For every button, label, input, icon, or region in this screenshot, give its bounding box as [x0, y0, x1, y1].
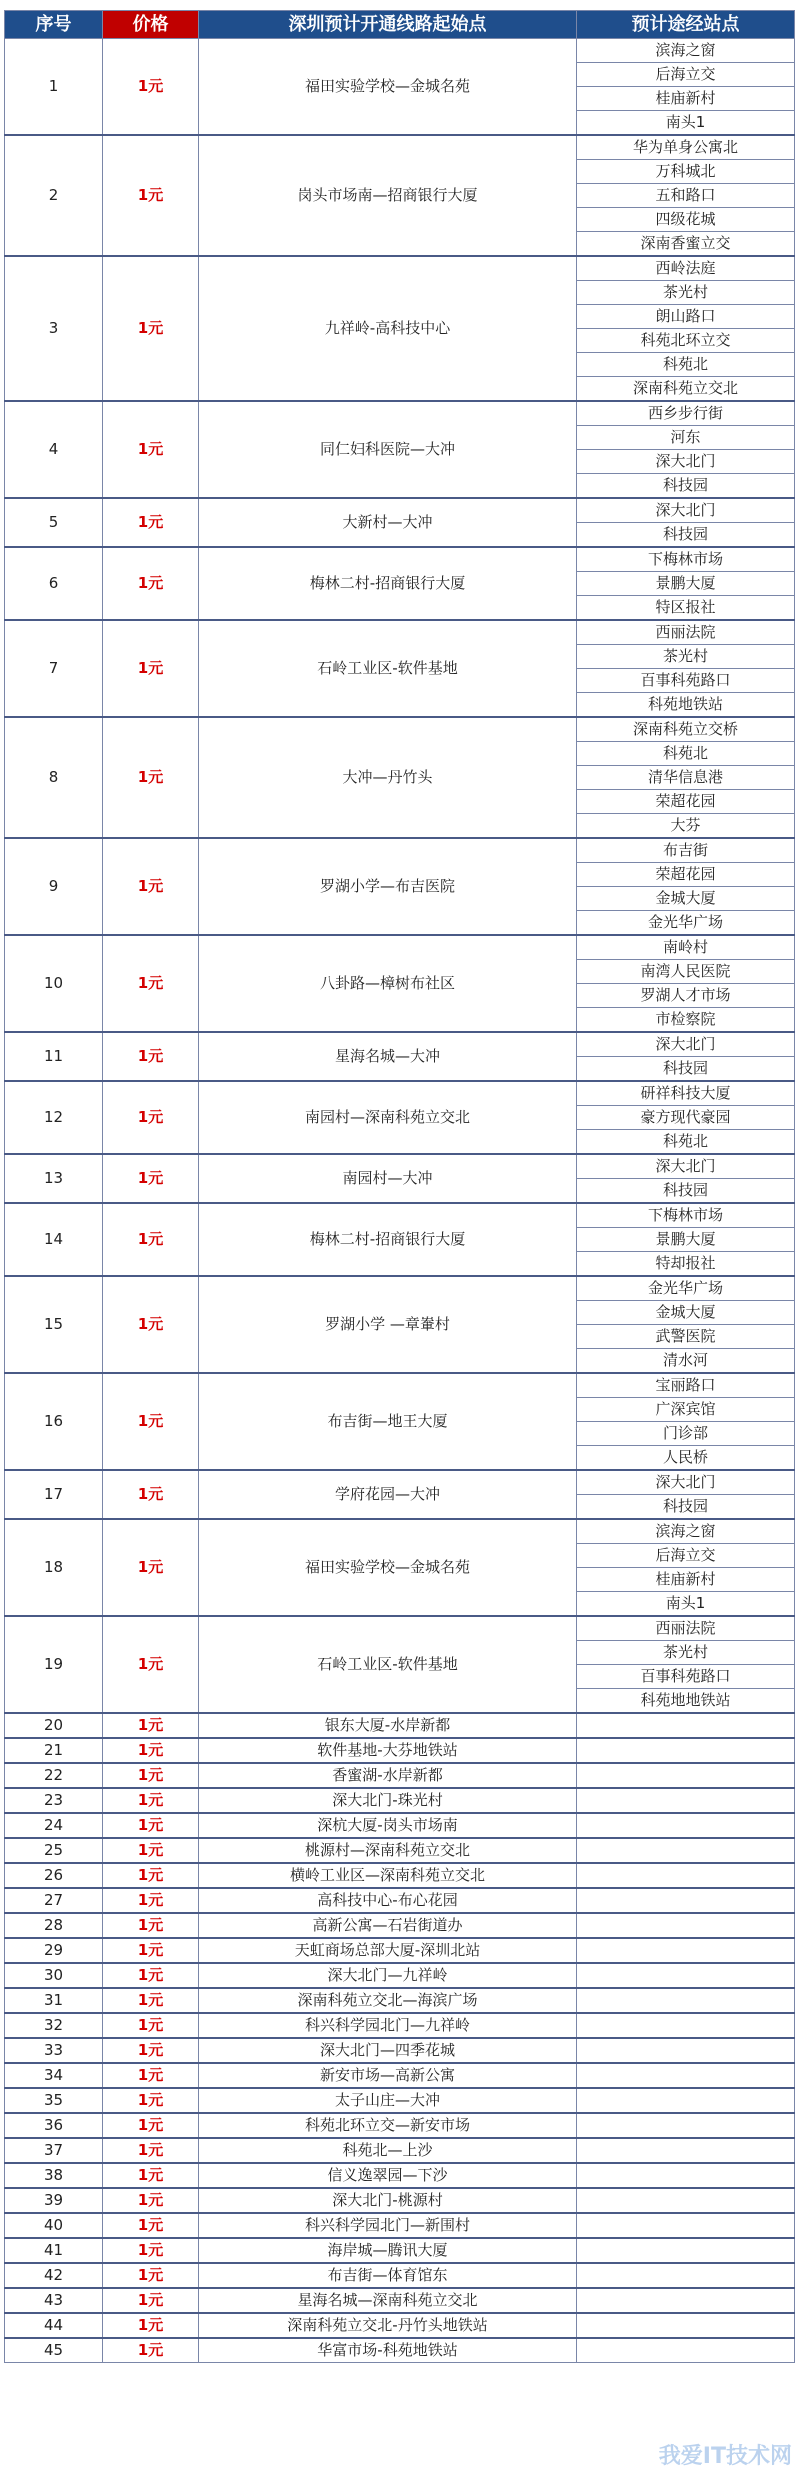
- route-endpoints: 石岭工业区-软件基地: [199, 620, 577, 717]
- route-price: 1元: [103, 39, 199, 136]
- route-endpoints: 科苑北—上沙: [199, 2138, 577, 2163]
- route-endpoints: 新安市场—高新公寓: [199, 2063, 577, 2088]
- route-number: 1: [5, 39, 103, 136]
- route-endpoints: 天虹商场总部大厦-深圳北站: [199, 1938, 577, 1963]
- route-price: 1元: [103, 2263, 199, 2288]
- route-stop: 科技园: [577, 1495, 795, 1520]
- route-endpoints: 石岭工业区-软件基地: [199, 1616, 577, 1713]
- table-row: [5, 1154, 795, 1179]
- route-price: 1元: [103, 135, 199, 256]
- route-stop: 桂庙新村: [577, 1568, 795, 1592]
- route-number: 13: [5, 1154, 103, 1203]
- route-stop: [577, 1788, 795, 1813]
- table-row: [5, 2013, 795, 2038]
- route-price: 1元: [103, 1888, 199, 1913]
- table-row: [5, 2288, 795, 2313]
- route-stop: 科苑北: [577, 742, 795, 766]
- route-price: 1元: [103, 2063, 199, 2088]
- route-stop: 科技园: [577, 1179, 795, 1204]
- route-number: 34: [5, 2063, 103, 2088]
- route-stop: 万科城北: [577, 160, 795, 184]
- route-number: 6: [5, 547, 103, 620]
- table-row: [5, 2163, 795, 2188]
- table-row: [5, 2313, 795, 2338]
- table-row: [5, 838, 795, 863]
- route-price: 1元: [103, 1081, 199, 1154]
- route-endpoints: 银东大厦-水岸新都: [199, 1713, 577, 1738]
- route-endpoints: 科兴科学园北门—九祥岭: [199, 2013, 577, 2038]
- route-stop: 科技园: [577, 1057, 795, 1082]
- route-stop: 科技园: [577, 523, 795, 548]
- route-number: 21: [5, 1738, 103, 1763]
- table-row: [5, 135, 795, 160]
- route-stop: 深大北门: [577, 498, 795, 523]
- route-price: 1元: [103, 1863, 199, 1888]
- table-row: [5, 2238, 795, 2263]
- route-stop: [577, 2213, 795, 2238]
- route-endpoints: 八卦路—樟树布社区: [199, 935, 577, 1032]
- route-endpoints: 南园村—大冲: [199, 1154, 577, 1203]
- route-stop: 茶光村: [577, 281, 795, 305]
- bus-route-table: [4, 10, 795, 2363]
- table-row: [5, 2088, 795, 2113]
- table-row: [5, 2188, 795, 2213]
- route-price: 1元: [103, 838, 199, 935]
- route-endpoints: 深杭大厦-岗头市场南: [199, 1813, 577, 1838]
- route-endpoints: 科兴科学园北门—新围村: [199, 2213, 577, 2238]
- table-row: [5, 1519, 795, 1544]
- route-number: 5: [5, 498, 103, 547]
- route-number: 12: [5, 1081, 103, 1154]
- route-stop: [577, 2113, 795, 2138]
- route-number: 15: [5, 1276, 103, 1373]
- route-stop: 滨海之窗: [577, 1519, 795, 1544]
- route-endpoints: 星海名城—深南科苑立交北: [199, 2288, 577, 2313]
- route-stop: [577, 1813, 795, 1838]
- route-stop: 景鹏大厦: [577, 1228, 795, 1252]
- route-price: 1元: [103, 2013, 199, 2038]
- route-stop: 南岭村: [577, 935, 795, 960]
- route-stop: 特区报社: [577, 596, 795, 621]
- route-price: 1元: [103, 1519, 199, 1616]
- table-row: [5, 1203, 795, 1228]
- route-price: 1元: [103, 2188, 199, 2213]
- route-endpoints: 科苑北环立交—新安市场: [199, 2113, 577, 2138]
- route-number: 17: [5, 1470, 103, 1519]
- route-stop: [577, 1763, 795, 1788]
- route-stop: 门诊部: [577, 1422, 795, 1446]
- route-stop: 茶光村: [577, 1641, 795, 1665]
- route-number: 23: [5, 1788, 103, 1813]
- table-row: [5, 1988, 795, 2013]
- route-price: 1元: [103, 1616, 199, 1713]
- table-row: [5, 1032, 795, 1057]
- route-endpoints: 信义逸翠园—下沙: [199, 2163, 577, 2188]
- route-number: 41: [5, 2238, 103, 2263]
- route-stop: 金光华广场: [577, 911, 795, 936]
- route-stop: 南头1: [577, 111, 795, 136]
- route-price: 1元: [103, 2113, 199, 2138]
- route-stop: [577, 1738, 795, 1763]
- route-stop: 科苑北环立交: [577, 329, 795, 353]
- route-endpoints: 大冲—丹竹头: [199, 717, 577, 838]
- table-row: [5, 1813, 795, 1838]
- table-row: [5, 401, 795, 426]
- route-endpoints: 软件基地-大芬地铁站: [199, 1738, 577, 1763]
- route-endpoints: 桃源村—深南科苑立交北: [199, 1838, 577, 1863]
- route-endpoints: 梅林二村-招商银行大厦: [199, 547, 577, 620]
- table-row: [5, 1838, 795, 1863]
- route-stop: [577, 2313, 795, 2338]
- route-stop: 深南科苑立交北: [577, 377, 795, 402]
- route-stop: 罗湖人才市场: [577, 984, 795, 1008]
- route-price: 1元: [103, 2238, 199, 2263]
- table-row: [5, 1863, 795, 1888]
- route-stop: 西丽法院: [577, 1616, 795, 1641]
- route-endpoints: 岗头市场南—招商银行大厦: [199, 135, 577, 256]
- route-number: 35: [5, 2088, 103, 2113]
- route-stop: [577, 2088, 795, 2113]
- route-stop: 后海立交: [577, 1544, 795, 1568]
- route-price: 1元: [103, 2288, 199, 2313]
- route-endpoints: 深大北门-珠光村: [199, 1788, 577, 1813]
- route-price: 1元: [103, 1963, 199, 1988]
- route-price: 1元: [103, 2163, 199, 2188]
- route-number: 38: [5, 2163, 103, 2188]
- route-stop: [577, 2138, 795, 2163]
- table-row: [5, 2213, 795, 2238]
- table-row: [5, 1788, 795, 1813]
- route-stop: 荣超花园: [577, 790, 795, 814]
- route-price: 1元: [103, 1913, 199, 1938]
- route-endpoints: 深大北门—四季花城: [199, 2038, 577, 2063]
- route-endpoints: 高新公寓—石岩街道办: [199, 1913, 577, 1938]
- route-number: 26: [5, 1863, 103, 1888]
- route-endpoints: 深大北门-桃源村: [199, 2188, 577, 2213]
- route-stop: [577, 2038, 795, 2063]
- route-price: 1元: [103, 1470, 199, 1519]
- route-stop: 深大北门: [577, 1032, 795, 1057]
- route-endpoints: 福田实验学校—金城名苑: [199, 1519, 577, 1616]
- header-price: 价格: [103, 11, 199, 39]
- route-stop: 桂庙新村: [577, 87, 795, 111]
- route-number: 20: [5, 1713, 103, 1738]
- route-endpoints: 大新村—大冲: [199, 498, 577, 547]
- route-stop: [577, 1888, 795, 1913]
- route-price: 1元: [103, 547, 199, 620]
- route-number: 24: [5, 1813, 103, 1838]
- route-stop: [577, 2013, 795, 2038]
- route-number: 42: [5, 2263, 103, 2288]
- route-endpoints: 罗湖小学—布吉医院: [199, 838, 577, 935]
- route-stop: [577, 1938, 795, 1963]
- route-stop: [577, 1963, 795, 1988]
- route-price: 1元: [103, 2313, 199, 2338]
- route-stop: 金城大厦: [577, 887, 795, 911]
- route-stop: 大芬: [577, 814, 795, 839]
- route-endpoints: 星海名城—大冲: [199, 1032, 577, 1081]
- route-number: 29: [5, 1938, 103, 1963]
- route-stop: [577, 1863, 795, 1888]
- route-stop: 后海立交: [577, 63, 795, 87]
- table-row: [5, 1276, 795, 1301]
- route-price: 1元: [103, 935, 199, 1032]
- route-stop: 景鹏大厦: [577, 572, 795, 596]
- route-stop: 西乡步行街: [577, 401, 795, 426]
- route-price: 1元: [103, 498, 199, 547]
- route-price: 1元: [103, 1032, 199, 1081]
- route-stop: 清水河: [577, 1349, 795, 1374]
- route-number: 2: [5, 135, 103, 256]
- table-row: [5, 1373, 795, 1398]
- route-number: 31: [5, 1988, 103, 2013]
- route-stop: 南头1: [577, 1592, 795, 1617]
- route-stop: 朗山路口: [577, 305, 795, 329]
- route-endpoints: 深南科苑立交北-丹竹头地铁站: [199, 2313, 577, 2338]
- route-stop: 茶光村: [577, 645, 795, 669]
- route-endpoints: 高科技中心-布心花园: [199, 1888, 577, 1913]
- route-stop: [577, 1988, 795, 2013]
- table-row: [5, 2038, 795, 2063]
- table-row: [5, 620, 795, 645]
- route-price: 1元: [103, 620, 199, 717]
- route-stop: [577, 2263, 795, 2288]
- route-stop: 五和路口: [577, 184, 795, 208]
- route-number: 43: [5, 2288, 103, 2313]
- route-stop: 科苑北: [577, 353, 795, 377]
- route-number: 9: [5, 838, 103, 935]
- route-stop: 特却报社: [577, 1252, 795, 1277]
- route-stop: 滨海之窗: [577, 39, 795, 63]
- table-row: [5, 39, 795, 63]
- route-price: 1元: [103, 2138, 199, 2163]
- route-number: 30: [5, 1963, 103, 1988]
- route-stop: 科苑地地铁站: [577, 1689, 795, 1714]
- route-stop: [577, 2163, 795, 2188]
- route-stop: 金光华广场: [577, 1276, 795, 1301]
- route-price: 1元: [103, 717, 199, 838]
- route-stop: 科技园: [577, 474, 795, 499]
- route-stop: 人民桥: [577, 1446, 795, 1471]
- route-number: 11: [5, 1032, 103, 1081]
- route-price: 1元: [103, 1813, 199, 1838]
- route-price: 1元: [103, 1738, 199, 1763]
- route-stop: [577, 1913, 795, 1938]
- route-stop: 荣超花园: [577, 863, 795, 887]
- route-endpoints: 太子山庄—大冲: [199, 2088, 577, 2113]
- route-endpoints: 罗湖小学 —章輋村: [199, 1276, 577, 1373]
- route-stop: [577, 2063, 795, 2088]
- route-number: 22: [5, 1763, 103, 1788]
- route-stop: 深南科苑立交桥: [577, 717, 795, 742]
- table-row: [5, 1081, 795, 1106]
- route-price: 1元: [103, 2338, 199, 2363]
- table-row: [5, 498, 795, 523]
- route-endpoints: 九祥岭-高科技中心: [199, 256, 577, 401]
- table-row: [5, 1738, 795, 1763]
- route-number: 27: [5, 1888, 103, 1913]
- route-stop: 金城大厦: [577, 1301, 795, 1325]
- route-price: 1元: [103, 2038, 199, 2063]
- route-endpoints: 梅林二村-招商银行大厦: [199, 1203, 577, 1276]
- route-stop: 西丽法院: [577, 620, 795, 645]
- route-number: 39: [5, 2188, 103, 2213]
- table-row: [5, 717, 795, 742]
- table-row: [5, 1938, 795, 1963]
- table-row: [5, 2263, 795, 2288]
- route-stop: 豪方现代豪园: [577, 1106, 795, 1130]
- route-stop: [577, 2338, 795, 2363]
- route-number: 40: [5, 2213, 103, 2238]
- route-number: 45: [5, 2338, 103, 2363]
- route-number: 14: [5, 1203, 103, 1276]
- route-number: 4: [5, 401, 103, 498]
- table-container: [4, 10, 796, 2363]
- watermark: 我爱IT技术网: [658, 2444, 792, 2469]
- table-row: [5, 547, 795, 572]
- table-row: [5, 1713, 795, 1738]
- route-stop: 研祥科技大厦: [577, 1081, 795, 1106]
- route-price: 1元: [103, 2088, 199, 2113]
- route-number: 28: [5, 1913, 103, 1938]
- route-number: 37: [5, 2138, 103, 2163]
- route-stop: 市检察院: [577, 1008, 795, 1033]
- route-number: 16: [5, 1373, 103, 1470]
- route-stop: 布吉街: [577, 838, 795, 863]
- route-endpoints: 学府花园—大冲: [199, 1470, 577, 1519]
- route-endpoints: 福田实验学校—金城名苑: [199, 39, 577, 136]
- route-number: 36: [5, 2113, 103, 2138]
- route-price: 1元: [103, 256, 199, 401]
- route-number: 8: [5, 717, 103, 838]
- route-stop: 下梅林市场: [577, 547, 795, 572]
- route-stop: 科苑北: [577, 1130, 795, 1155]
- route-stop: 西岭法庭: [577, 256, 795, 281]
- route-stop: 宝丽路口: [577, 1373, 795, 1398]
- route-price: 1元: [103, 1373, 199, 1470]
- route-price: 1元: [103, 1276, 199, 1373]
- route-number: 10: [5, 935, 103, 1032]
- route-stop: 南湾人民医院: [577, 960, 795, 984]
- route-stop: [577, 1713, 795, 1738]
- table-row: [5, 1963, 795, 1988]
- route-price: 1元: [103, 1203, 199, 1276]
- route-endpoints: 横岭工业区—深南科苑立交北: [199, 1863, 577, 1888]
- route-stop: 华为单身公寓北: [577, 135, 795, 160]
- route-endpoints: 华富市场-科苑地铁站: [199, 2338, 577, 2363]
- header-num: 序号: [5, 11, 103, 39]
- route-stop: 武警医院: [577, 1325, 795, 1349]
- route-stop: 下梅林市场: [577, 1203, 795, 1228]
- table-row: [5, 1888, 795, 1913]
- route-endpoints: 同仁妇科医院—大冲: [199, 401, 577, 498]
- route-endpoints: 南园村—深南科苑立交北: [199, 1081, 577, 1154]
- table-row: [5, 256, 795, 281]
- route-number: 19: [5, 1616, 103, 1713]
- route-stop: [577, 2188, 795, 2213]
- route-number: 7: [5, 620, 103, 717]
- route-price: 1元: [103, 1154, 199, 1203]
- header-route: 深圳预计开通线路起始点: [199, 11, 577, 39]
- route-stop: 百事科苑路口: [577, 669, 795, 693]
- route-endpoints: 布吉街—体育馆东: [199, 2263, 577, 2288]
- route-stop: 清华信息港: [577, 766, 795, 790]
- route-stop: [577, 2238, 795, 2263]
- route-endpoints: 香蜜湖-水岸新都: [199, 1763, 577, 1788]
- route-price: 1元: [103, 1988, 199, 2013]
- table-row: [5, 1616, 795, 1641]
- table-row: [5, 2063, 795, 2088]
- route-stop: 百事科苑路口: [577, 1665, 795, 1689]
- table-row: [5, 1763, 795, 1788]
- route-stop: [577, 1838, 795, 1863]
- route-endpoints: 深南科苑立交北—海滨广场: [199, 1988, 577, 2013]
- route-price: 1元: [103, 401, 199, 498]
- route-stop: 深大北门: [577, 450, 795, 474]
- table-row: [5, 2338, 795, 2363]
- route-stop: 河东: [577, 426, 795, 450]
- route-number: 18: [5, 1519, 103, 1616]
- route-number: 32: [5, 2013, 103, 2038]
- route-endpoints: 深大北门—九祥岭: [199, 1963, 577, 1988]
- table-body: [5, 39, 795, 2363]
- table-row: [5, 2138, 795, 2163]
- route-stop: [577, 2288, 795, 2313]
- table-row: [5, 935, 795, 960]
- route-stop: 深南香蜜立交: [577, 232, 795, 257]
- table-row: [5, 1913, 795, 1938]
- route-price: 1元: [103, 1713, 199, 1738]
- table-row: [5, 2113, 795, 2138]
- route-price: 1元: [103, 2213, 199, 2238]
- route-number: 44: [5, 2313, 103, 2338]
- route-stop: 广深宾馆: [577, 1398, 795, 1422]
- header-row: [5, 11, 795, 39]
- route-stop: 深大北门: [577, 1470, 795, 1495]
- route-price: 1元: [103, 1838, 199, 1863]
- route-number: 3: [5, 256, 103, 401]
- route-number: 33: [5, 2038, 103, 2063]
- route-stop: 四级花城: [577, 208, 795, 232]
- route-endpoints: 布吉街—地王大厦: [199, 1373, 577, 1470]
- route-endpoints: 海岸城—腾讯大厦: [199, 2238, 577, 2263]
- route-price: 1元: [103, 1763, 199, 1788]
- header-stops: 预计途经站点: [577, 11, 795, 39]
- route-price: 1元: [103, 1788, 199, 1813]
- route-price: 1元: [103, 1938, 199, 1963]
- table-row: [5, 1470, 795, 1495]
- route-stop: 深大北门: [577, 1154, 795, 1179]
- route-number: 25: [5, 1838, 103, 1863]
- route-stop: 科苑地铁站: [577, 693, 795, 718]
